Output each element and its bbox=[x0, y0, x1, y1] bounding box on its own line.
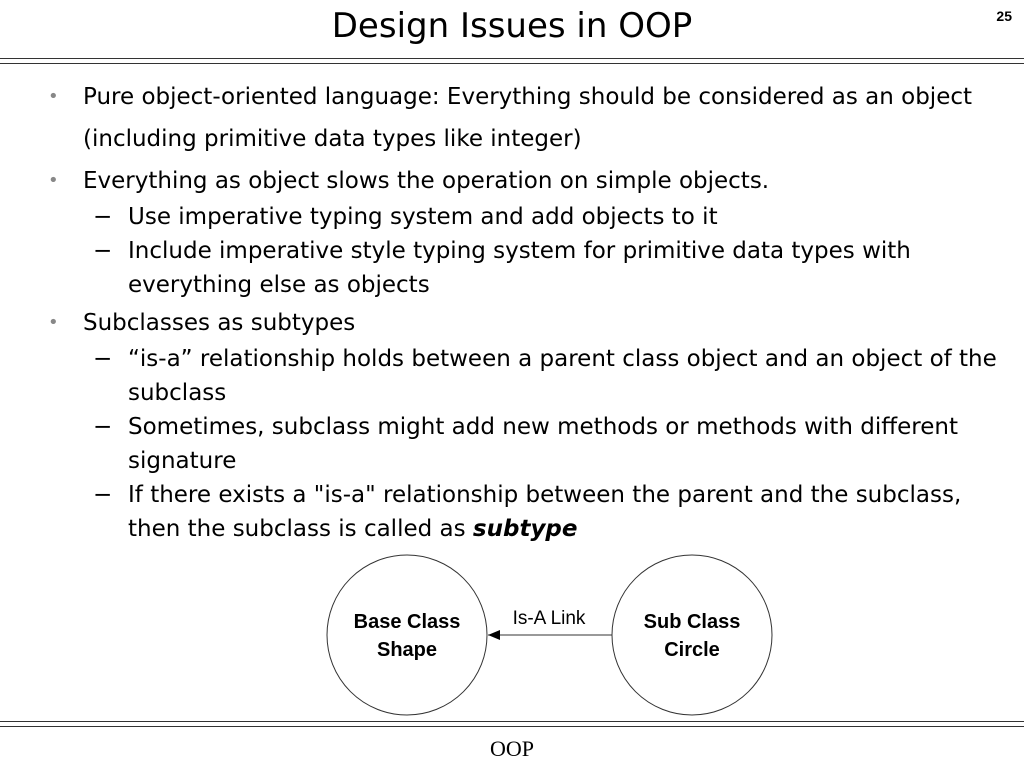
subtype-emphasis: subtype bbox=[472, 516, 578, 542]
sub-text: Use imperative typing system and add objects to it bbox=[128, 204, 718, 230]
bullet-dot-icon: • bbox=[48, 170, 59, 191]
sub-class-label-line2: Circle bbox=[664, 639, 720, 661]
page-number: 25 bbox=[996, 8, 1012, 24]
sub-text: “is-a” relationship holds between a parent class object and an object of the subclass bbox=[128, 346, 997, 406]
footer-rule-bottom bbox=[0, 726, 1024, 727]
bullet-text: Subclasses as subtypes bbox=[83, 310, 356, 336]
bullet-dot-icon: • bbox=[48, 312, 59, 333]
dash-icon: − bbox=[93, 346, 113, 372]
sub-text: Include imperative style typing system for primitive data types with everything else as objects bbox=[128, 238, 911, 298]
dash-icon: − bbox=[93, 238, 113, 264]
base-class-label-line1: Base Class bbox=[353, 611, 461, 633]
sub-text-prefix: If there exists a "is-a" relationship between the parent and the subclass, then the subclass is called as bbox=[128, 482, 962, 542]
bullet-text: Pure object-oriented language: Everything should be considered as an object (including primitive data types like integer) bbox=[83, 84, 973, 152]
footer-rule-top bbox=[0, 721, 1024, 722]
dash-icon: − bbox=[93, 482, 113, 508]
is-a-link-label: Is-A Link bbox=[512, 608, 586, 629]
sub-text: Sometimes, subclass might add new methods or methods with different signature bbox=[128, 414, 958, 474]
sub-class-label-line1: Sub Class bbox=[643, 611, 741, 633]
base-class-label-line2: Shape bbox=[376, 639, 438, 661]
base-class-circle bbox=[327, 555, 487, 715]
sub-class-circle bbox=[612, 555, 772, 715]
bullet-text: Everything as object slows the operation on simple objects. bbox=[83, 168, 770, 194]
dash-icon: − bbox=[93, 414, 113, 440]
slide-title: Design Issues in OOP bbox=[331, 6, 693, 46]
bullet-dot-icon: • bbox=[48, 86, 59, 107]
slide-footer: OOP bbox=[489, 736, 534, 761]
dash-icon: − bbox=[93, 204, 113, 230]
